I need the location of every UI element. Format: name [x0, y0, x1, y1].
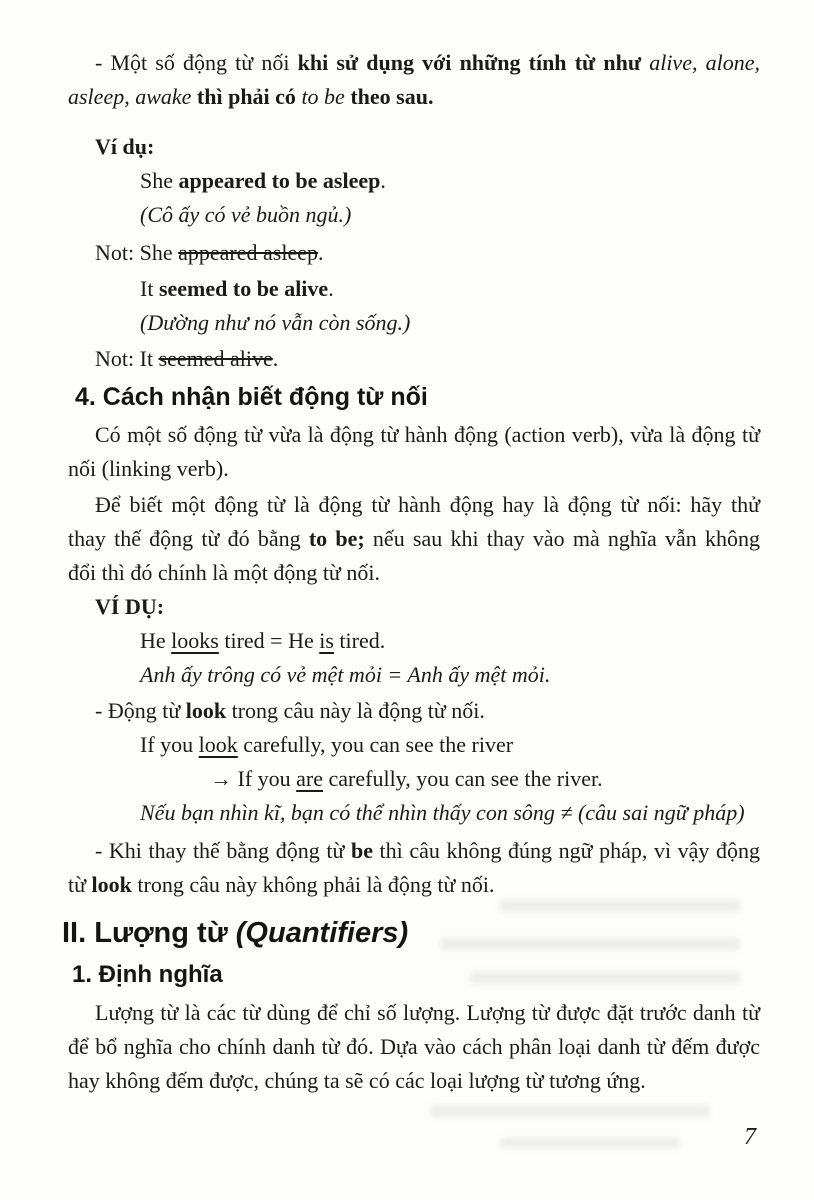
text-run: Để biết một động từ là động từ hành động hay là động từ nối: hãy thử: [95, 492, 760, 517]
text-run: - Động từ: [95, 698, 186, 723]
example-label-caps: [95, 590, 760, 624]
section-heading-quantifiers: [62, 912, 760, 954]
example-sentence: [140, 272, 760, 306]
example-sentence: [140, 164, 760, 198]
text-run-underline: is: [319, 628, 334, 653]
text-run: He: [140, 628, 172, 653]
heading-text-italic: (Quantifiers): [235, 917, 409, 949]
text-run: Lượng từ là các từ dùng để chỉ số lượng. Lượng từ được đặt trước danh từ: [95, 1000, 760, 1025]
text-run-italic: alive, alone,: [649, 50, 760, 75]
text-run: carefully, you can see the river.: [323, 766, 603, 791]
scan-bleedthrough-artifact: [430, 1105, 710, 1117]
paragraph-action-vs-linking: [68, 418, 760, 486]
text-run: .: [317, 240, 324, 265]
text-run: - Khi thay thế bằng động từ: [95, 838, 351, 863]
text-run-italic: Anh ấy trông có vẻ mệt mỏi = Anh ấy mệt mỏi.: [140, 662, 551, 687]
paragraph-to-be-substitution-test: [68, 488, 760, 590]
text-line: [68, 452, 760, 486]
example-substitution-arrow-line: [210, 762, 760, 796]
text-run: nối (linking verb).: [68, 456, 229, 481]
text-run-italic: (Dường như nó vẫn còn sống.): [140, 310, 411, 335]
text-run: → If you: [210, 766, 297, 791]
example-translation: [140, 796, 760, 830]
text-run: hay không đếm được, chúng ta sẽ có các loại lượng từ tương ứng.: [68, 1068, 646, 1093]
example-translation: [140, 198, 760, 232]
text-run-italic: to be: [301, 84, 351, 109]
intro-paragraph-linking-verbs: [68, 46, 760, 114]
example-translation: [140, 306, 760, 340]
paragraph-quantifier-definition: [68, 996, 760, 1098]
text-run-bold: VÍ DỤ:: [95, 594, 165, 619]
text-line: [68, 1030, 760, 1064]
text-run: đổi thì đó chính là một động từ nối.: [68, 560, 380, 585]
text-run: để bổ nghĩa cho chính danh từ đó. Dựa vào cách phân loại danh từ đếm được: [68, 1034, 760, 1059]
text-line: [68, 996, 760, 1030]
section-heading-identify-linking-verbs: [75, 378, 760, 416]
text-run: .: [272, 346, 279, 371]
scan-bleedthrough-artifact: [500, 1138, 680, 1148]
example-sentence: [140, 728, 760, 762]
text-line: [68, 834, 760, 868]
heading-text: 1. Định nghĩa: [72, 961, 223, 988]
text-run: nếu sau khi thay vào mà nghĩa vẫn không: [364, 526, 760, 551]
text-run-strikethrough: appeared asleep: [178, 240, 318, 265]
paragraph-be-conclusion: [68, 834, 760, 902]
example-label: [95, 130, 760, 164]
text-run-italic: (Cô ấy có vẻ buồn ngủ.): [140, 202, 352, 227]
text-run: trong câu này là động từ nối.: [226, 698, 485, 723]
text-run: từ: [68, 872, 92, 897]
example-sentence: [140, 624, 760, 658]
text-run-italic: Nếu bạn nhìn kĩ, bạn có thể nhìn thấy con sông ≠ (câu sai ngữ pháp): [140, 800, 745, 825]
text-run-bold: be: [350, 838, 373, 863]
text-run-underline: are: [296, 766, 324, 791]
text-run-bold: appeared to be asleep: [178, 168, 381, 193]
example-appeared-asleep: [140, 164, 760, 232]
text-line: [68, 1064, 760, 1098]
incorrect-usage-note: [95, 342, 760, 376]
text-run-bold: seemed to be alive: [158, 276, 329, 301]
example-if-you-look: [68, 728, 760, 830]
text-line: [68, 488, 760, 522]
text-run-bold: khi sử dụng với những tính từ như: [297, 50, 650, 75]
note-look-is-linking-verb: [95, 694, 760, 728]
text-run-bold: thì phải có: [196, 84, 302, 109]
text-run-italic: asleep, awake: [68, 84, 197, 109]
page-number: 7: [744, 1124, 756, 1150]
text-line: [68, 46, 760, 80]
text-run: .: [380, 168, 386, 193]
text-run-strikethrough: seemed alive: [158, 346, 273, 371]
text-line: [68, 80, 760, 114]
text-run: trong câu này không phải là động từ nối.: [131, 872, 495, 897]
text-run-underline: look: [198, 732, 238, 757]
text-run-underline: looks: [171, 628, 219, 653]
text-run-bold: look: [185, 698, 227, 723]
example-he-looks-tired: [140, 624, 760, 692]
text-run: If you: [140, 732, 199, 757]
text-run: tired.: [333, 628, 386, 653]
text-run: thì câu không đúng ngữ pháp, vì vậy động: [372, 838, 760, 863]
example-translation: [140, 658, 760, 692]
heading-text: 4. Cách nhận biết động từ nối: [75, 383, 428, 411]
text-run: She: [140, 168, 179, 193]
text-run-bold: look: [91, 872, 132, 897]
heading-text: II. Lượng từ: [62, 917, 236, 949]
subsection-heading-definition: [72, 956, 760, 994]
text-run: tired = He: [218, 628, 320, 653]
text-line: [68, 418, 760, 452]
text-run: carefully, you can see the river: [237, 732, 514, 757]
text-line: [68, 522, 760, 556]
text-run-bold: theo sau.: [350, 84, 434, 109]
text-run: Có một số động từ vừa là động từ hành động (action verb), vừa là động từ: [95, 422, 760, 447]
text-run: - Một số động từ nối: [95, 50, 298, 75]
text-run: Not: She: [95, 240, 179, 265]
text-run: .: [328, 276, 334, 301]
text-run-bold: Ví dụ:: [95, 134, 155, 159]
example-seemed-alive: [140, 272, 760, 340]
incorrect-usage-note: [95, 236, 760, 270]
text-run-bold: to be;: [308, 526, 365, 551]
text-run: thay thế động từ đó bằng: [68, 526, 309, 551]
text-line: [68, 868, 760, 902]
text-line: [68, 556, 760, 590]
text-run: Not: It: [95, 346, 159, 371]
text-run: It: [140, 276, 159, 301]
